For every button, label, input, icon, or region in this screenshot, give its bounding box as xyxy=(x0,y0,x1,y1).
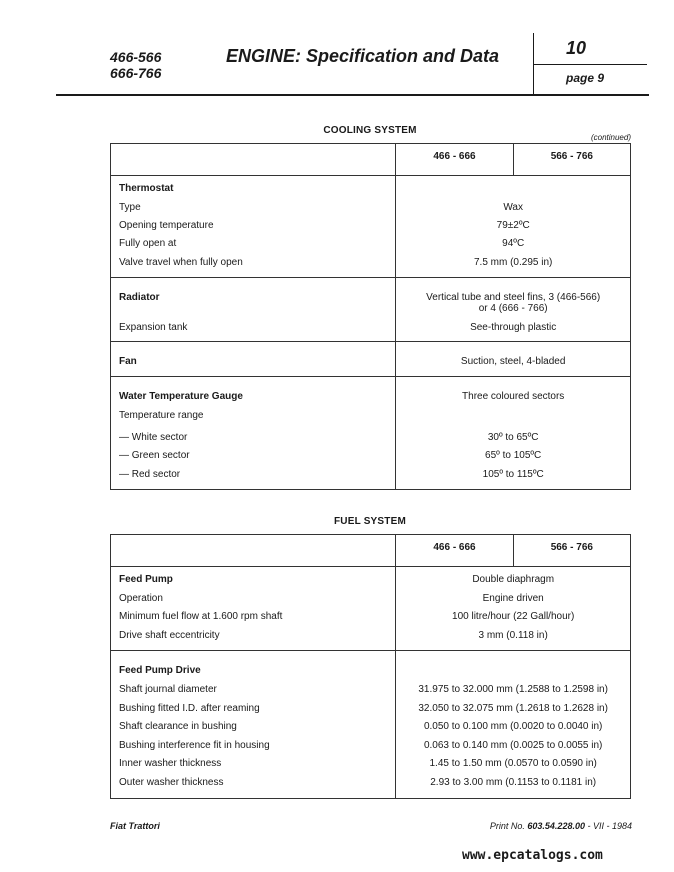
print-code: 603.54.228.00 xyxy=(527,821,585,831)
feed-pump-heading: Feed Pump xyxy=(119,574,173,585)
fan-value: Suction, steel, 4-bladed xyxy=(460,356,566,367)
model-numbers xyxy=(110,49,161,81)
thermostat-opening-value: 79±2ºC xyxy=(496,220,530,231)
radiator-heading: Radiator xyxy=(119,292,160,303)
drive-shaft-eccentricity-label: Drive shaft eccentricity xyxy=(119,630,220,641)
print-suffix: - VII - 1984 xyxy=(584,821,632,831)
min-fuel-flow-value: 100 litre/hour (22 Gall/hour) xyxy=(452,611,575,622)
page-number: page 9 xyxy=(566,71,605,85)
fan-label-cell xyxy=(111,342,396,377)
section-number: 10 xyxy=(566,38,587,58)
fan-row xyxy=(111,342,631,377)
model-line-2: 666-766 xyxy=(110,65,162,81)
fuel-header-row xyxy=(111,535,631,567)
thermostat-valve-travel-label: Valve travel when fully open xyxy=(119,257,243,268)
min-fuel-flow-label: Minimum fuel flow at 1.600 rpm shaft xyxy=(119,611,283,622)
shaft-journal-diameter-label: Shaft journal diameter xyxy=(119,684,217,695)
cooling-col1-header xyxy=(396,144,513,176)
expansion-tank-value: See-through plastic xyxy=(470,322,557,333)
radiator-value-line-1: Vertical tube and steel fins, 3 (466-566) xyxy=(426,292,601,303)
header-rule xyxy=(56,94,649,96)
outer-washer-label: Outer washer thickness xyxy=(119,777,224,788)
operation-label: Operation xyxy=(119,593,163,604)
thermostat-fully-open-value: 94ºC xyxy=(502,238,525,249)
temperature-range-label: Temperature range xyxy=(119,410,204,421)
green-sector-label: — Green sector xyxy=(119,450,190,461)
bushing-id-value: 32.050 to 32.075 mm (1.2618 to 1.2628 in) xyxy=(418,703,608,714)
cooling-system-table xyxy=(110,143,631,490)
bushing-interference-value: 0.063 to 0.140 mm (0.0025 to 0.0055 in) xyxy=(423,740,603,751)
red-sector-label: — Red sector xyxy=(119,469,181,480)
cooling-col2-label: 566 - 766 xyxy=(550,151,593,162)
cooling-col2-header xyxy=(513,144,630,176)
model-line-1: 466-566 xyxy=(110,49,162,65)
thermostat-valve-travel-value: 7.5 mm (0.295 in) xyxy=(473,257,553,268)
page-title: ENGINE: Specification and Data xyxy=(226,46,500,66)
thermostat-labels xyxy=(111,176,396,278)
cooling-col1-label: 466 - 666 xyxy=(433,151,476,162)
cooling-system-title: COOLING SYSTEM xyxy=(323,125,417,136)
gauge-heading: Water Temperature Gauge xyxy=(119,391,243,402)
radiator-value-line-2: or 4 (666 - 766) xyxy=(478,303,548,314)
shaft-journal-diameter-value: 31.975 to 32.000 mm (1.2588 to 1.2598 in) xyxy=(418,684,608,695)
thermostat-values xyxy=(396,176,631,278)
gauge-row xyxy=(111,377,631,490)
thermostat-type-label: Type xyxy=(119,202,141,213)
fuel-system-title: FUEL SYSTEM xyxy=(333,516,407,527)
inner-washer-value: 1.45 to 1.50 mm (0.0570 to 0.0590 in) xyxy=(429,758,597,769)
fan-value-cell xyxy=(396,342,631,377)
thermostat-heading: Thermostat xyxy=(119,183,174,194)
radiator-values xyxy=(396,278,631,342)
continued-note: (continued) xyxy=(590,133,631,142)
thermostat-type-value: Wax xyxy=(503,202,523,213)
white-sector-value: 30º to 65ºC xyxy=(487,432,539,443)
print-number xyxy=(430,821,632,831)
feed-pump-labels xyxy=(111,567,396,651)
bushing-id-label: Bushing fitted I.D. after reaming xyxy=(119,703,260,714)
red-sector-value: 105º to 115ºC xyxy=(482,469,544,480)
fuel-col1-header xyxy=(396,535,513,567)
expansion-tank-label: Expansion tank xyxy=(119,322,188,333)
cooling-header-blank xyxy=(111,144,396,176)
bushing-interference-label: Bushing interference fit in housing xyxy=(119,740,270,751)
fuel-system-table xyxy=(110,534,631,799)
gauge-labels xyxy=(111,377,396,490)
fuel-header-blank xyxy=(111,535,396,567)
gauge-heading-value: Three coloured sectors xyxy=(462,391,565,402)
green-sector-value: 65º to 105ºC xyxy=(485,450,542,461)
fuel-col2-header xyxy=(513,535,630,567)
gauge-values xyxy=(396,377,631,490)
shaft-clearance-label: Shaft clearance in bushing xyxy=(119,721,237,732)
feed-pump-row xyxy=(111,567,631,651)
thermostat-opening-label: Opening temperature xyxy=(119,220,214,231)
shaft-clearance-value: 0.050 to 0.100 mm (0.0020 to 0.0040 in) xyxy=(423,721,603,732)
thermostat-fully-open-label: Fully open at xyxy=(119,238,177,249)
cooling-header-row xyxy=(111,144,631,176)
print-prefix: Print No. xyxy=(489,821,528,831)
outer-washer-value: 2.93 to 3.00 mm (0.1153 to 0.1181 in) xyxy=(430,777,597,788)
feed-pump-heading-value: Double diaphragm xyxy=(472,574,555,585)
fuel-col2-label: 566 - 766 xyxy=(550,542,593,553)
publisher-name: Fiat Trattori xyxy=(110,821,160,831)
feed-pump-drive-row xyxy=(111,651,631,799)
radiator-labels xyxy=(111,278,396,342)
inner-washer-label: Inner washer thickness xyxy=(119,758,222,769)
operation-value: Engine driven xyxy=(482,593,544,604)
drive-shaft-eccentricity-value: 3 mm (0.118 in) xyxy=(478,630,548,641)
fan-heading: Fan xyxy=(119,356,137,367)
feed-pump-drive-values xyxy=(396,651,631,799)
feed-pump-drive-heading: Feed Pump Drive xyxy=(119,665,201,676)
radiator-row xyxy=(111,278,631,342)
feed-pump-drive-labels xyxy=(111,651,396,799)
thermostat-row xyxy=(111,176,631,278)
header-section-rule xyxy=(533,64,647,65)
feed-pump-values xyxy=(396,567,631,651)
fuel-col1-label: 466 - 666 xyxy=(433,542,476,553)
white-sector-label: — White sector xyxy=(119,432,188,443)
watermark: www.epcatalogs.com xyxy=(462,848,603,863)
